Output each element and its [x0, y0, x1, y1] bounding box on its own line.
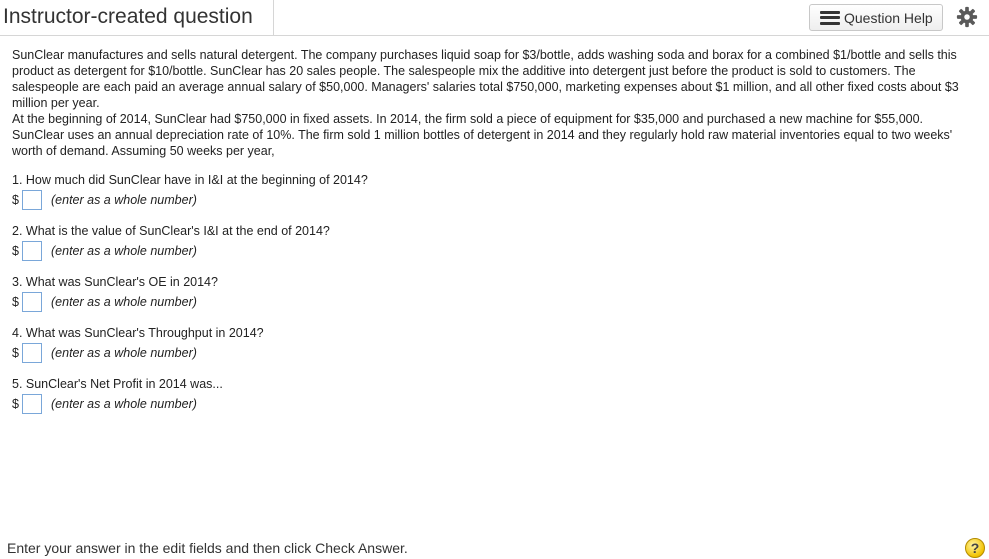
- currency-label: $: [12, 244, 19, 258]
- currency-label: $: [12, 397, 19, 411]
- question-3-text: 3. What was SunClear's OE in 2014?: [12, 275, 218, 289]
- question-1: [12, 172, 612, 207]
- question-help-button[interactable]: [809, 4, 943, 31]
- list-icon: [820, 11, 840, 25]
- answer-hint: (enter as a whole number): [51, 244, 197, 258]
- problem-paragraph-2: At the beginning of 2014, SunClear had $750,000 in fixed assets. In 2014, the firm sold a piece of equipment for $35,000 and purchased a new machine for $55,000. SunClear uses an annual depreciation rate of 10%. The firm sold 1 million bottles of detergent in 2014 and they regularly hold raw material inventories equal to two weeks' worth of demand. Assuming 50 weeks per year,: [12, 112, 953, 158]
- page-title: Instructor-created question: [3, 5, 253, 28]
- gear-icon[interactable]: [956, 6, 978, 28]
- answer-hint: (enter as a whole number): [51, 295, 197, 309]
- answer-1-input[interactable]: [22, 190, 42, 210]
- title-divider: [273, 0, 274, 35]
- question-4: [12, 325, 612, 360]
- question-1-text: 1. How much did SunClear have in I&I at the beginning of 2014?: [12, 173, 368, 187]
- problem-statement: [12, 47, 978, 159]
- question-circle-icon[interactable]: ?: [965, 538, 985, 558]
- currency-label: $: [12, 295, 19, 309]
- answer-hint: (enter as a whole number): [51, 193, 197, 207]
- question-2: [12, 223, 612, 258]
- question-help-label: Question Help: [844, 9, 933, 26]
- problem-paragraph-1: SunClear manufactures and sells natural detergent. The company purchases liquid soap for $3/bottle, adds washing soda and borax for a combined $1/bottle and sells this product as detergent for $10/bottle. SunClear has 20 sales people. The salespeople mix the additive into detergent just before the product is sold to customers. The salespeople are each paid an average annual salary of $50,000. Managers' salaries total $750,000, marketing expenses about $1 million, and all other fixed costs about $3 million per year.: [12, 48, 959, 110]
- footer-instruction: Enter your answer in the edit fields and then click Check Answer.: [7, 540, 408, 556]
- question-5-text: 5. SunClear's Net Profit in 2014 was...: [12, 377, 223, 391]
- question-4-text: 4. What was SunClear's Throughput in 2014?: [12, 326, 264, 340]
- answer-hint: (enter as a whole number): [51, 346, 197, 360]
- answer-2-input[interactable]: [22, 241, 42, 261]
- question-5: [12, 376, 612, 411]
- currency-label: $: [12, 193, 19, 207]
- question-3: [12, 274, 612, 309]
- answer-4-input[interactable]: [22, 343, 42, 363]
- currency-label: $: [12, 346, 19, 360]
- answer-3-input[interactable]: [22, 292, 42, 312]
- answer-5-input[interactable]: [22, 394, 42, 414]
- question-header: [0, 0, 989, 36]
- question-2-text: 2. What is the value of SunClear's I&I at the end of 2014?: [12, 224, 330, 238]
- answer-hint: (enter as a whole number): [51, 397, 197, 411]
